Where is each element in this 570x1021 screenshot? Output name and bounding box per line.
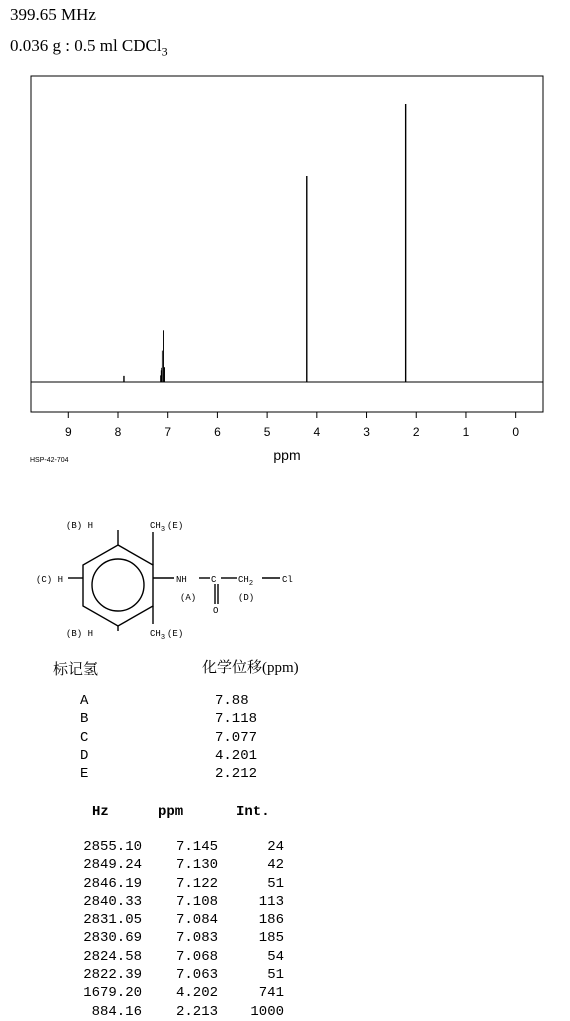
peak-ppm-cell: 7.084 bbox=[175, 912, 218, 929]
sample-subscript: 3 bbox=[161, 44, 168, 59]
peak-header-hz: Hz bbox=[92, 804, 109, 820]
assign-shift-cell: 7.118 bbox=[215, 711, 258, 728]
x-tick-label: 0 bbox=[512, 425, 520, 439]
x-tick-label: 7 bbox=[164, 425, 172, 439]
sample-text: 0.036 g : 0.5 ml CDCl bbox=[10, 36, 162, 55]
peak-ppm-cell: 7.122 bbox=[175, 875, 218, 892]
peak-ppm-cell: 4.202 bbox=[175, 985, 218, 1002]
label-c-left: (C) H bbox=[36, 575, 64, 585]
label-ch2: $CH_2$ bbox=[238, 575, 254, 588]
peak-hz-cell: 2822.39 bbox=[83, 967, 142, 984]
assign-header-label: 标记氢 bbox=[53, 662, 99, 678]
x-tick-label: 3 bbox=[363, 425, 370, 439]
x-tick-label: 1 bbox=[462, 425, 470, 439]
label-b-bottom: (B) H bbox=[66, 629, 94, 639]
x-tick-label: 9 bbox=[64, 425, 72, 439]
label-d-tag: (D) bbox=[238, 593, 255, 603]
peak-hz-cell: 1679.20 bbox=[83, 985, 142, 1002]
peak-hz-cell: 2831.05 bbox=[83, 912, 142, 929]
peak-hz-cell: 884.16 bbox=[91, 1003, 142, 1020]
peak-int-cell: 741 bbox=[258, 985, 284, 1002]
peak-int-cell: 51 bbox=[267, 875, 284, 892]
peak-hz-column bbox=[74, 838, 142, 1021]
assign-label-column bbox=[80, 692, 88, 783]
peak-int-cell: 54 bbox=[267, 948, 284, 965]
label-methyl-bottom: $CH_3$ (E) bbox=[150, 629, 184, 642]
peak-hz-cell: 2830.69 bbox=[83, 930, 142, 947]
assign-label-cell: D bbox=[80, 747, 89, 764]
assign-shift-column bbox=[215, 692, 257, 783]
peak-header-int: Int. bbox=[236, 804, 270, 820]
peak-int-cell: 186 bbox=[258, 912, 284, 929]
x-tick-label: 6 bbox=[214, 425, 221, 439]
assign-label-cell: C bbox=[80, 729, 89, 746]
peak-int-cell: 42 bbox=[267, 857, 284, 874]
peak-int-cell: 51 bbox=[267, 967, 284, 984]
peak-ppm-cell: 7.108 bbox=[175, 893, 218, 910]
spectrometer-frequency: 399.65 MHz bbox=[10, 5, 96, 24]
peak-int-cell: 24 bbox=[267, 839, 284, 855]
label-a-tag: (A) bbox=[180, 593, 197, 603]
assign-shift-cell: 7.077 bbox=[215, 729, 258, 746]
label-nh: NH bbox=[176, 575, 187, 585]
peak-ppm-column bbox=[162, 838, 218, 1021]
x-tick-label: 8 bbox=[114, 425, 122, 439]
assign-shift-cell: 2.212 bbox=[215, 766, 258, 783]
label-b-top: (B) H bbox=[66, 521, 94, 531]
peak-ppm-cell: 2.213 bbox=[175, 1003, 218, 1020]
label-carbonyl-c: C bbox=[211, 575, 217, 585]
peak-int-column bbox=[240, 838, 284, 1021]
assign-label-cell: A bbox=[80, 693, 89, 709]
label-oxygen: O bbox=[213, 606, 219, 616]
x-tick-label: 5 bbox=[263, 425, 271, 439]
peak-ppm-cell: 7.130 bbox=[175, 857, 218, 874]
x-axis-label: ppm bbox=[273, 447, 301, 463]
x-tick-label: 4 bbox=[313, 425, 321, 439]
benzene-ring bbox=[83, 545, 153, 626]
peak-hz-cell: 2824.58 bbox=[83, 948, 142, 965]
peak-int-cell: 1000 bbox=[250, 1003, 284, 1020]
peak-int-cell: 113 bbox=[258, 893, 284, 910]
nmr-spectrum-chart bbox=[0, 0, 570, 470]
assign-shift-cell: 7.88 bbox=[215, 693, 249, 709]
peak-ppm-cell: 7.063 bbox=[175, 967, 218, 984]
plot-frame bbox=[31, 76, 543, 412]
assign-label-cell: B bbox=[80, 711, 89, 728]
peak-ppm-cell: 7.145 bbox=[175, 839, 218, 855]
aromatic-circle bbox=[92, 559, 144, 611]
peak-ppm-cell: 7.083 bbox=[175, 930, 218, 947]
peak-header-ppm: ppm bbox=[158, 804, 184, 820]
peak-int-cell: 185 bbox=[258, 930, 284, 947]
assign-shift-cell: 4.201 bbox=[215, 747, 258, 764]
assign-header-shift: 化学位移(ppm) bbox=[202, 660, 299, 676]
peak-hz-cell: 2840.33 bbox=[83, 893, 142, 910]
peak-hz-cell: 2846.19 bbox=[83, 875, 142, 892]
label-cl: Cl bbox=[282, 575, 293, 585]
peak-ppm-cell: 7.068 bbox=[175, 948, 218, 965]
label-methyl-top: $CH_3$ (E) bbox=[150, 521, 184, 534]
peak-hz-cell: 2855.10 bbox=[83, 839, 142, 855]
x-tick-label: 2 bbox=[412, 425, 420, 439]
spectrum-code: HSP-42-704 bbox=[30, 457, 69, 464]
assign-label-cell: E bbox=[80, 766, 89, 783]
peak-hz-cell: 2849.24 bbox=[83, 857, 142, 874]
